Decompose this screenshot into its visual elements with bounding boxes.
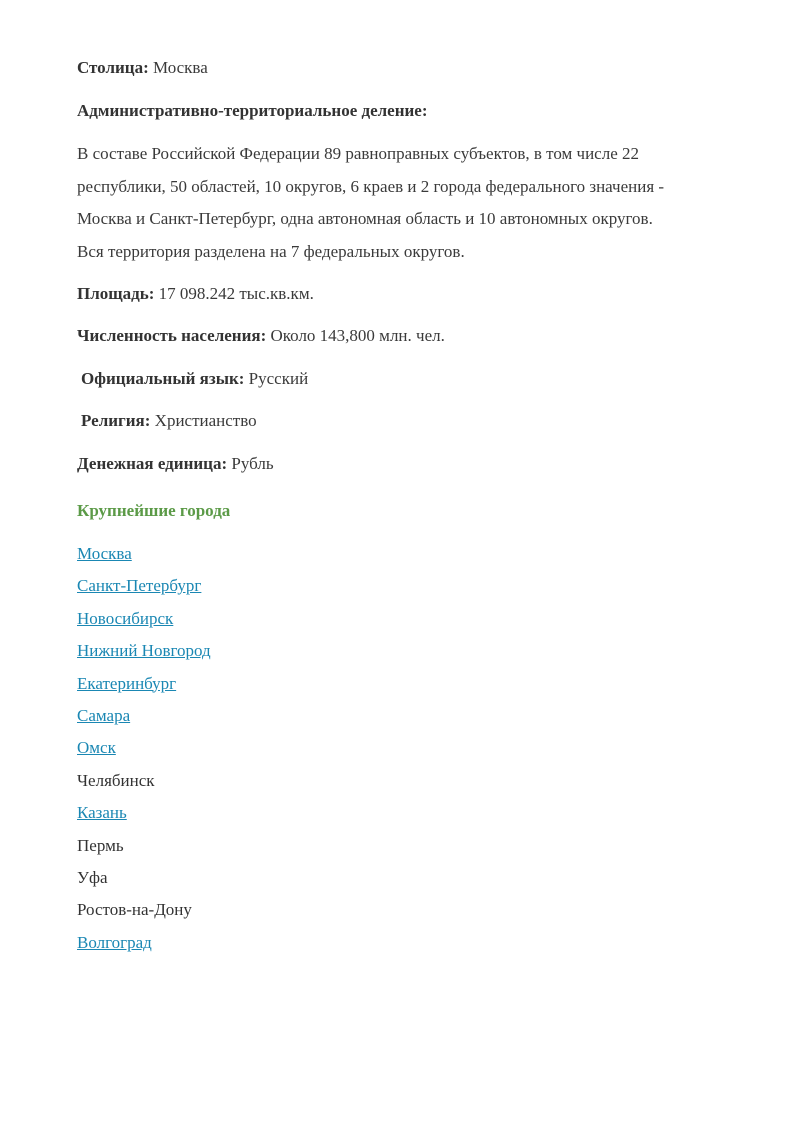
population-value: Около 143,800 млн. чел. bbox=[270, 326, 445, 345]
currency-label: Денежная единица: bbox=[77, 454, 228, 473]
city-link[interactable]: Екатеринбург bbox=[77, 673, 177, 693]
capital-value: Москва bbox=[153, 58, 208, 77]
city-link[interactable]: Омск bbox=[77, 738, 116, 758]
city-link[interactable]: Нижний Новгород bbox=[77, 641, 211, 661]
paragraph-line: республики, 50 областей, 10 округов, 6 краев и 2 города федерального значения - bbox=[77, 176, 665, 196]
city-link[interactable]: Москва bbox=[77, 544, 132, 563]
religion-value: Христианство bbox=[154, 411, 257, 430]
population-line bbox=[77, 326, 445, 346]
city-item: Челябинск bbox=[77, 770, 155, 790]
area-value: 17 098.242 тыс.кв.км. bbox=[158, 284, 314, 303]
paragraph-line: В составе Российской Федерации 89 равноправных субъектов, в том числе 22 bbox=[77, 144, 639, 163]
city-link[interactable]: Новосибирск bbox=[77, 608, 174, 628]
currency-value: Рубль bbox=[231, 454, 274, 473]
largest-cities-title: Крупнейшие города bbox=[77, 501, 231, 520]
city-link[interactable]: Санкт-Петербург bbox=[77, 576, 202, 596]
admin-division-paragraph bbox=[77, 138, 737, 268]
area-label: Площадь: bbox=[77, 284, 155, 303]
city-link[interactable]: Казань bbox=[77, 803, 127, 823]
city-link[interactable]: Волгоград bbox=[77, 932, 152, 952]
city-item: Ростов-на-Дону bbox=[77, 900, 192, 920]
currency-line bbox=[77, 454, 274, 474]
paragraph-line: Москва и Санкт-Петербург, одна автономная область и 10 автономных округов. bbox=[77, 209, 653, 228]
city-item: Пермь bbox=[77, 835, 124, 855]
religion-line bbox=[81, 411, 257, 431]
religion-label: Религия: bbox=[81, 411, 151, 430]
city-item: Уфа bbox=[77, 868, 108, 887]
capital-label: Столица: bbox=[77, 58, 149, 77]
language-line bbox=[81, 369, 308, 389]
population-label: Численность населения: bbox=[77, 326, 267, 345]
paragraph-line: Вся территория разделена на 7 федеральных округов. bbox=[77, 241, 465, 261]
language-label: Официальный язык: bbox=[81, 369, 245, 388]
language-value: Русский bbox=[248, 369, 309, 388]
capital-line bbox=[77, 58, 208, 78]
city-link[interactable]: Самара bbox=[77, 706, 131, 725]
admin-division-heading: Административно-территориальное деление: bbox=[77, 101, 428, 120]
area-line bbox=[77, 284, 314, 304]
